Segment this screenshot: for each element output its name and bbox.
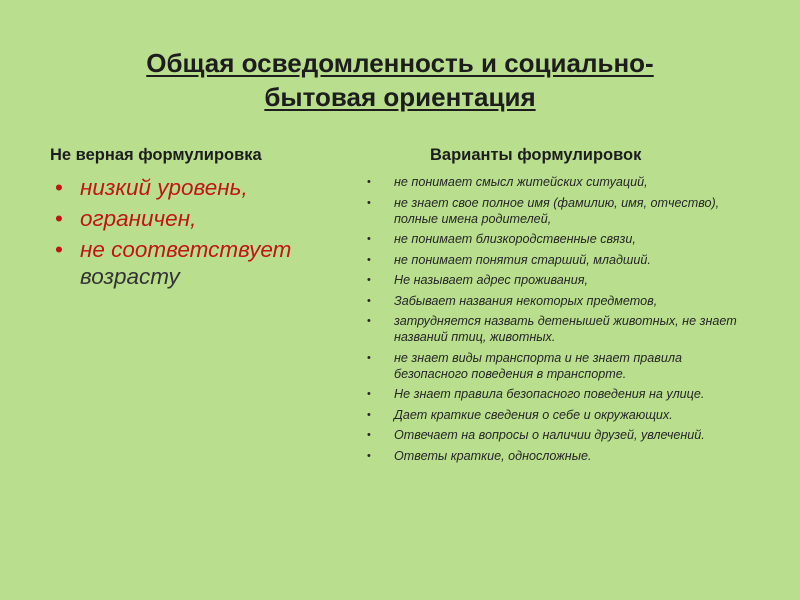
list-item-text: Дает краткие сведения о себе и окружающих.: [394, 407, 673, 422]
list-item-text: ограничен,: [80, 206, 197, 231]
bullet-icon: •: [367, 176, 371, 188]
list-item-text: не соответствует: [80, 237, 292, 262]
bullet-icon: •: [367, 388, 371, 400]
list-item: [367, 448, 757, 464]
list-item: [55, 236, 355, 290]
bullet-icon: •: [55, 175, 63, 200]
bullet-icon: •: [367, 196, 371, 209]
list-item: [367, 293, 757, 309]
bullet-icon: •: [367, 429, 371, 441]
list-item: [367, 231, 757, 247]
list-item: [367, 272, 757, 288]
bullet-icon: •: [367, 253, 371, 266]
list-item: [367, 407, 757, 423]
bullet-icon: •: [367, 351, 371, 364]
list-item: [367, 350, 757, 382]
slide-title: [60, 46, 740, 114]
list-item: [55, 174, 355, 201]
bullet-icon: •: [367, 233, 371, 245]
list-item-text: Не знает правила безопасного поведения на улице.: [394, 387, 705, 401]
list-item-text: не понимает близкородственные связи,: [394, 232, 636, 246]
bullet-icon: •: [367, 315, 371, 327]
slide-title-line-2: бытовая ориентация: [264, 82, 536, 112]
list-item: [367, 195, 757, 227]
list-item-text: затрудняется назвать детенышей животных, не знает названий птиц, животных.: [394, 314, 737, 344]
list-item-text: не знает свое полное имя (фамилию, имя, отчество), полные имена родителей,: [394, 195, 720, 226]
list-item: [367, 313, 757, 345]
list-item-text: Забывает названия некоторых предметов,: [394, 293, 658, 308]
left-column-heading: Не верная формулировка: [50, 146, 262, 164]
list-item-text: не знает виды транспорта и не знает правила безопасного поведения в транспорте.: [394, 350, 682, 381]
list-item-text: возрасту: [80, 264, 180, 289]
list-item-text: не понимает понятия старший, младший.: [394, 252, 651, 267]
bullet-icon: •: [367, 408, 371, 421]
list-item-text: низкий уровень,: [80, 175, 248, 200]
right-column-heading: Варианты формулировок: [430, 146, 642, 164]
list-item: [367, 427, 757, 443]
list-item: [55, 205, 355, 232]
list-item-text: Ответы краткие, односложные.: [394, 448, 592, 463]
slide-title-line-1: Общая осведомленность и социально-: [146, 48, 654, 78]
bullet-icon: •: [55, 237, 63, 262]
list-item: [367, 386, 757, 402]
list-item-text: не понимает смысл житейских ситуаций,: [394, 175, 648, 189]
list-item: [367, 252, 757, 268]
bullet-icon: •: [367, 449, 371, 462]
bullet-icon: •: [55, 206, 63, 231]
list-item: [367, 174, 757, 190]
wording-variants-list: [367, 174, 757, 468]
bullet-icon: •: [367, 274, 371, 286]
list-item-text: Отвечает на вопросы о наличии друзей, увлечений.: [394, 428, 705, 442]
bullet-icon: •: [367, 294, 371, 307]
wrong-wording-list: [55, 174, 355, 294]
list-item-text: Не называет адрес проживания,: [394, 273, 588, 287]
